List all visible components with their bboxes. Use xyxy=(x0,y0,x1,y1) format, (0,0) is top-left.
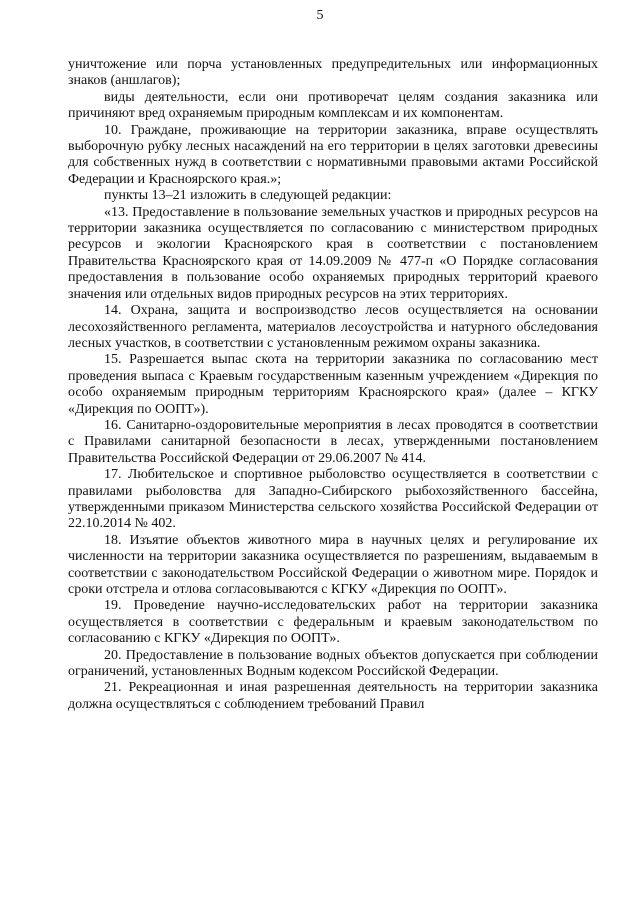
paragraph-clause-21: 21. Рекреационная и иная разрешенная деятельность на территории заказника должна осуществляться с соблюдением требований Правил xyxy=(68,680,598,712)
paragraph-clause-15: 15. Разрешается выпас скота на территории заказника по согласованию мест проведения выпаса с Краевым государственным казенным учреждением «Дирекция по особо охраняемым природным территориям Красноярского края» (далее – КГКУ «Дирекция по ООПТ»). xyxy=(68,352,598,417)
paragraph-clause-17: 17. Любительское и спортивное рыболовство осуществляется в соответствии с правилами рыболовства для Западно-Сибирского рыбохозяйственного бассейна, утвержденными приказом Министерства сельского хозяйства Российской Федерации от 22.10.2014 № 402. xyxy=(68,467,598,532)
document-body xyxy=(68,57,598,713)
paragraph-clause-10: 10. Граждане, проживающие на территории заказника, вправе осуществлять выборочную рубку лесных насаждений на его территории в целях заготовки древесины для собственных нужд в соответствии с нормативными правовыми актами Российской Федерации и Красноярского края.»; xyxy=(68,122,598,187)
paragraph-clause-19: 19. Проведение научно-исследовательских работ на территории заказника осуществляется в соответствии с федеральным и краевым законодательством по согласованию с КГКУ «Дирекция по ООПТ». xyxy=(68,598,598,647)
page-number: 5 xyxy=(316,8,324,23)
paragraph-list-item-activities: виды деятельности, если они противоречат целям создания заказника или причиняют вред охраняемым природным комплексам и их компонентам. xyxy=(68,89,598,122)
paragraph-clause-14: 14. Охрана, защита и воспроизводство лесов осуществляется на основании лесохозяйственного регламента, материалов лесоустройства и натурного обследования лесных участков, в соответствии с установленным режимом охраны заказника. xyxy=(68,303,598,351)
paragraph-clause-16: 16. Санитарно-оздоровительные мероприятия в лесах проводятся в соответствии с Правилами санитарной безопасности в лесах, утвержденными постановлением Правительства Российской Федерации от 29.06.2007 № 414. xyxy=(68,417,598,466)
paragraph-amendment-intro: пункты 13–21 изложить в следующей редакции: xyxy=(104,188,392,204)
paragraph-list-item-continuation: уничтожение или порча установленных предупредительных или информационных знаков (аншлагов); xyxy=(68,57,598,89)
paragraph-clause-20: 20. Предоставление в пользование водных объектов допускается при соблюдении ограничений, установленных Водным кодексом Российской Федерации. xyxy=(68,647,598,680)
paragraph-clause-18: 18. Изъятие объектов животного мира в научных целях и регулирование их численности на территории заказника осуществляется по разрешениям, выдаваемым в соответствии с законодательством Российской Федерации о животном мире. Порядок и сроки отстрела и отлова согласовываются с КГКУ «Дирекция по ООПТ». xyxy=(68,532,598,597)
paragraph-clause-13: «13. Предоставление в пользование земельных участков и природных ресурсов на территории заказника осуществляется по согласованию с министерством природных ресурсов и экологии Красноярского края в соответствии с постановлением Правительства Красноярского края от 14.09.2009 № 477-п «О Порядке согласования предоставления в пользование особо охраняемых природных территорий краевого значения или отдельных видов природных ресурсов на этих территориях. xyxy=(68,204,598,302)
